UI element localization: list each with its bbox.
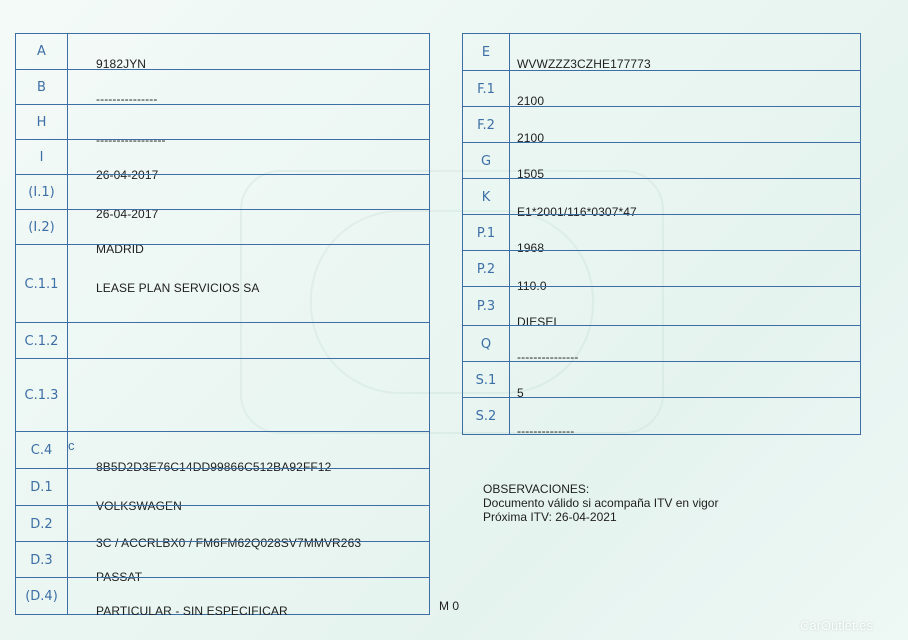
field-code-k: K xyxy=(463,179,510,215)
field-value-b: --------------- xyxy=(96,92,158,106)
field-value-f1: 2100 xyxy=(517,94,545,108)
observaciones-line-2: Próxima ITV: 26-04-2021 xyxy=(483,510,617,524)
field-code-d1: D.1 xyxy=(16,469,68,506)
row-q xyxy=(463,325,860,362)
field-code-a: A xyxy=(16,34,68,69)
field-code-g: G xyxy=(463,143,510,179)
field-code-c4: C.4 xyxy=(16,432,68,469)
row-k xyxy=(463,178,860,219)
row-i2 xyxy=(16,209,429,256)
row-p2 xyxy=(463,250,860,293)
field-code-c12: C.1.2 xyxy=(16,323,68,359)
row-c11 xyxy=(16,244,429,323)
field-code-s1: S.1 xyxy=(463,362,510,398)
field-code-s2: S.2 xyxy=(463,398,510,434)
row-h xyxy=(16,104,429,147)
row-c12 xyxy=(16,322,429,359)
field-code-e: E xyxy=(463,34,510,70)
row-p1 xyxy=(463,214,860,255)
row-s2 xyxy=(463,397,860,438)
field-code-i: I xyxy=(16,140,68,175)
observaciones-block xyxy=(483,482,718,524)
row-f1 xyxy=(463,70,860,107)
row-i xyxy=(16,139,429,182)
field-code-d2: D.2 xyxy=(16,506,68,542)
field-code-c11: C.1.1 xyxy=(16,245,68,323)
row-s1 xyxy=(463,361,860,398)
field-code-q: Q xyxy=(463,326,510,362)
row-d3 xyxy=(16,541,429,584)
row-i1 xyxy=(16,174,429,221)
field-value-h: ----------------- xyxy=(96,133,166,147)
field-value-d1: VOLKSWAGEN xyxy=(96,499,182,513)
field-value-c4: 8B5D2D3E76C14DD99866C512BA92FF12 xyxy=(96,460,332,474)
field-value-i2: MADRID xyxy=(96,242,144,256)
field-code-b: B xyxy=(16,70,68,105)
field-value-i1: 26-04-2017 xyxy=(96,207,159,221)
row-g xyxy=(463,142,860,179)
field-value-p2: 110.0 xyxy=(517,279,547,293)
field-code-p2: P.2 xyxy=(463,251,510,287)
row-b xyxy=(16,69,429,105)
field-code-i2: (I.2) xyxy=(16,210,68,245)
field-value-a: 9182JYN xyxy=(96,57,147,71)
field-value-d4: PARTICULAR - SIN ESPECIFICAR xyxy=(96,604,288,618)
field-value-g: 1505 xyxy=(517,167,545,181)
watermark-credit: CarOutlet.es xyxy=(800,618,873,633)
field-code-h: H xyxy=(16,105,68,140)
row-e xyxy=(463,34,860,70)
field-value-q: --------------- xyxy=(517,350,579,364)
left-data-table xyxy=(15,33,430,618)
field-value-i: 26-04-2017 xyxy=(96,168,159,182)
field-code-p1: P.1 xyxy=(463,215,510,251)
field-code-p3: P.3 xyxy=(463,287,510,326)
field-code-f1: F.1 xyxy=(463,71,510,107)
field-code-d4: (D.4) xyxy=(16,578,68,614)
row-a xyxy=(16,34,429,69)
observaciones-line-1: Documento válido si acompaña ITV en vigor xyxy=(483,496,719,510)
row-d2 xyxy=(16,505,429,550)
field-code-f2: F.2 xyxy=(463,107,510,143)
field-value-k: E1*2001/116*0307*47 xyxy=(517,205,637,219)
field-value-p3: DIESEL xyxy=(517,315,561,329)
field-extra-c4: c xyxy=(68,438,75,453)
right-data-table xyxy=(462,33,861,438)
row-d1 xyxy=(16,468,429,513)
row-c13 xyxy=(16,358,429,432)
field-value-e: WVWZZZ3CZHE177773 xyxy=(517,57,651,71)
field-value-d2: 3C / ACCRLBX0 / FM6FM62Q028SV7MMVR263 xyxy=(96,536,362,550)
footer-code: M 0 xyxy=(439,599,460,613)
row-c4 xyxy=(16,431,429,474)
row-d4 xyxy=(16,577,429,618)
field-value-d3: PASSAT xyxy=(96,570,143,584)
field-code-d3: D.3 xyxy=(16,542,68,578)
field-code-c13: C.1.3 xyxy=(16,359,68,432)
field-value-p1: 1968 xyxy=(517,241,545,255)
row-f2 xyxy=(463,106,860,143)
field-value-s1: 5 xyxy=(517,386,524,400)
field-value-s2: -------------- xyxy=(517,424,575,438)
observaciones-title: OBSERVACIONES: xyxy=(483,482,590,496)
field-value-c11: LEASE PLAN SERVICIOS SA xyxy=(96,281,260,295)
row-p3 xyxy=(463,286,860,329)
field-value-f2: 2100 xyxy=(517,131,545,145)
field-code-i1: (I.1) xyxy=(16,175,68,210)
